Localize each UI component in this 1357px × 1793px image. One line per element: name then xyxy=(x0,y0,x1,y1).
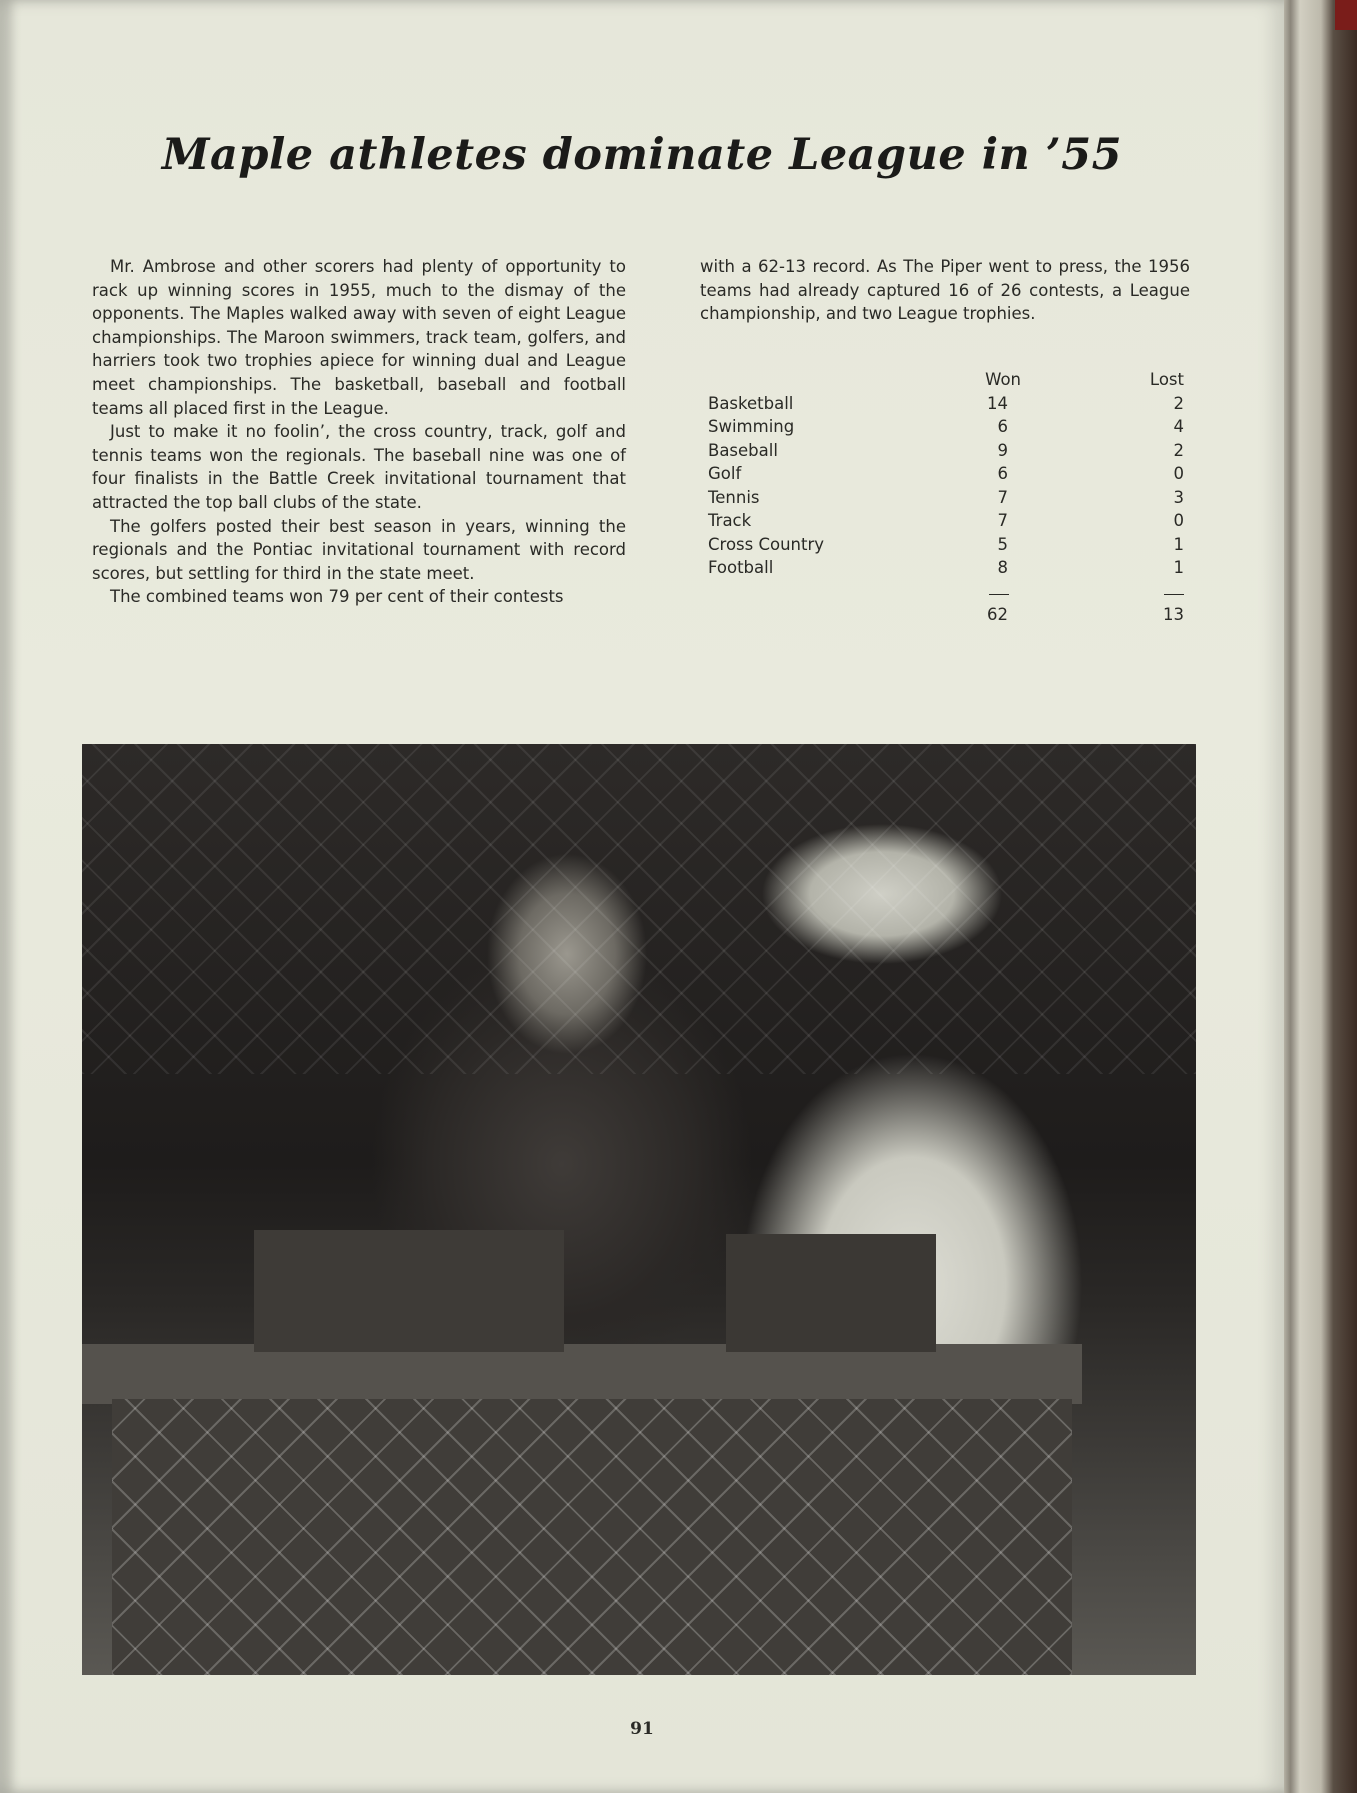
totals-rule xyxy=(708,582,1184,606)
lost-header: Lost xyxy=(1149,370,1184,389)
lost-cell: 1 xyxy=(1173,534,1184,554)
table-header xyxy=(708,370,1184,394)
table-row xyxy=(708,464,1184,488)
chain-link-fence xyxy=(112,1399,1072,1675)
table-row xyxy=(708,558,1184,582)
left-text-column xyxy=(92,255,626,609)
lost-cell: 3 xyxy=(1173,487,1184,507)
page-title: Maple athletes dominate League in ’55 xyxy=(161,130,1123,180)
paragraph: with a 62-13 record. As The Piper went to press, the 1956 teams had already captured 16 of 26 contests, a League championship, and two League trophies. xyxy=(700,257,1190,324)
page-number: 91 xyxy=(630,1719,654,1739)
scoring-box xyxy=(726,1234,936,1352)
standings-table xyxy=(708,370,1184,629)
table-row xyxy=(708,511,1184,535)
table-row xyxy=(708,417,1184,441)
scorers-photo xyxy=(82,744,1196,1675)
lost-cell: 1 xyxy=(1173,558,1184,577)
sport-cell: Tennis xyxy=(708,487,760,507)
won-cell: 14 xyxy=(987,393,1008,413)
table-row xyxy=(708,441,1184,465)
won-cell: 8 xyxy=(997,558,1008,577)
table-row xyxy=(708,394,1184,418)
sport-cell: Basketball xyxy=(708,393,794,413)
sport-cell: Cross Country xyxy=(708,534,825,554)
lost-total: 13 xyxy=(1163,605,1184,624)
sport-cell: Golf xyxy=(708,464,742,483)
won-cell: 6 xyxy=(997,464,1008,483)
totals-row xyxy=(708,605,1184,629)
sport-cell: Football xyxy=(708,558,774,577)
lost-cell: 0 xyxy=(1173,511,1184,530)
scoring-box xyxy=(254,1230,564,1352)
lost-rule xyxy=(1164,594,1184,596)
won-cell: 9 xyxy=(997,440,1008,460)
won-cell: 7 xyxy=(997,511,1008,530)
scorers-table-top xyxy=(82,1344,1082,1404)
lost-cell: 2 xyxy=(1173,440,1184,460)
won-rule xyxy=(989,594,1009,596)
sport-cell: Baseball xyxy=(708,440,778,460)
table-row xyxy=(708,488,1184,512)
book-cover-corner xyxy=(1335,0,1357,30)
lost-cell: 2 xyxy=(1173,393,1184,413)
paragraph: Mr. Ambrose and other scorers had plenty of opportunity to rack up winning scores in 1955, much to the dismay of the opponents. The Maples walked away with seven of eight League championships. The Maroon swimmers, track team, golfers, and harriers took two trophies apiece for winning dual and League meet championships. The basketball, baseball and football teams all placed first in the League. xyxy=(92,257,626,418)
won-total: 62 xyxy=(987,605,1008,624)
lost-cell: 0 xyxy=(1173,464,1184,483)
crowd-fence-background xyxy=(82,744,1196,1074)
sport-cell: Swimming xyxy=(708,417,795,436)
right-text-column xyxy=(700,255,1190,326)
won-cell: 6 xyxy=(997,417,1008,436)
won-header: Won xyxy=(985,370,1021,389)
won-cell: 7 xyxy=(997,487,1008,507)
paragraph: The combined teams won 79 per cent of their contests xyxy=(110,587,564,607)
won-cell: 5 xyxy=(997,534,1008,554)
sport-cell: Track xyxy=(708,511,752,530)
paragraph: Just to make it no foolin’, the cross country, track, golf and tennis teams won the regionals. The baseball nine was one of four finalists in the Battle Creek invitational tournament that attracted the top ball clubs of the state. xyxy=(92,422,626,512)
lost-cell: 4 xyxy=(1173,417,1184,436)
paragraph: The golfers posted their best season in years, winning the regionals and the Pontiac invitational tournament with record scores, but settling for third in the state meet. xyxy=(92,516,626,583)
table-row xyxy=(708,535,1184,559)
